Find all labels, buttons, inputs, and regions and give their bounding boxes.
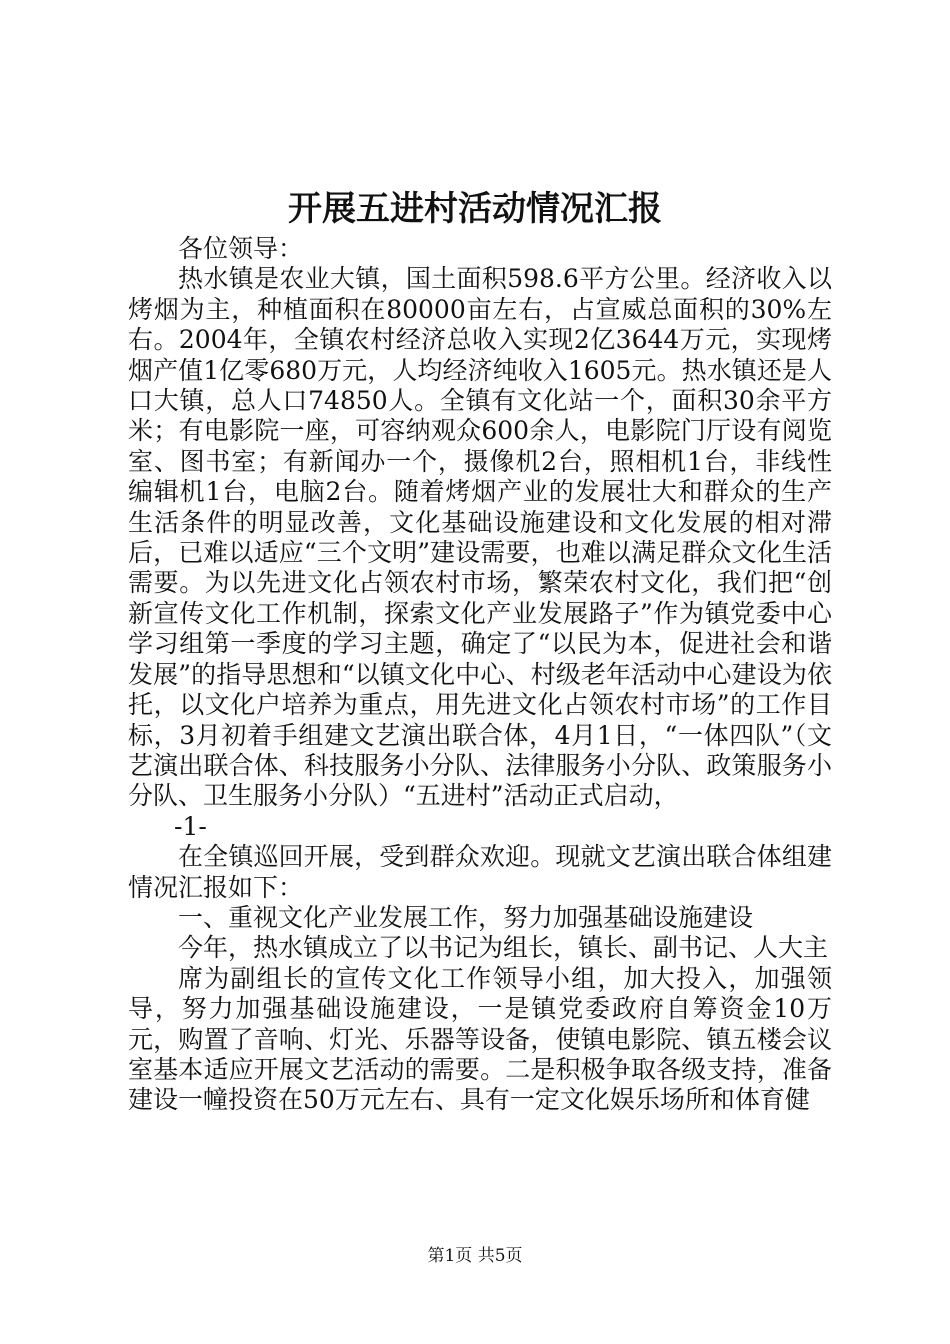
document-title: 开展五进村活动情况汇报 (288, 189, 662, 229)
section-heading: 一、重视文化产业发展工作，努力加强基础设施建设 (178, 902, 754, 932)
paragraph: 热水镇是农业大镇，国土面积598.6平方公里。经济收入以烤烟为主，种植面积在80000亩左右，占宣威总面积的30%左右。2004年，全镇农村经济总收入实现2亿3644万元，实现烤烟产值1亿零680万元，人均经济纯收入1605元。热水镇还是人口大镇，总人口74850人。全镇有文化站一个，面积30余平方米；有电影院一座，可容纳观众600余人，电影院门厅设有阅览室、图书室；有新闻办一个，摄像机2台，照相机1台，非线性编辑机1台，电脑2台。随着烤烟产业的发展壮大和群众的生产生活条件的明显改善，文化基础设施建设和文化发展的相对滞后，已难以适应“三个文明”建设需要，也难以满足群众文化生活需要。为以先进文化占领农村市场，繁荣农村文化，我们把“创新宣传文化工作机制，探索文化产业发展路子”作为镇党委中心学习组第一季度的学习主题，确定了“以民为本，促进社会和谐发展”的指导思想和“以镇文化中心、村级老年活动中心建设为依托，以文化户培养为重点，用先进文化占领农村市场”的工作目标，3月初着手组建文艺演出联合体，4月1日，“一体四队”（文艺演出联合体、科技服务小分队、法律服务小分队、政策服务小分队、卫生服务小分队）“五进村”活动正式启动， (128, 264, 832, 811)
salutation: 各位领导： (178, 234, 304, 263)
paragraph: 席为副组长的宣传文化工作领导小组，加大投入，加强领导，努力加强基础设施建设，一是镇党委政府自筹资金10万元，购置了音响、灯光、乐器等设备，使镇电影院、镇五楼会议室基本适应开展文艺活动的需要。二是积极争取各级支持，准备建设一幢投资在50万元左右、具有一定文化娱乐场所和体育健 (128, 963, 832, 1115)
document-body (128, 234, 832, 1116)
paragraph: 今年，热水镇成立了以书记为组长，镇长、副书记、人大主 (178, 933, 829, 963)
paragraph: 在全镇巡回开展，受到群众欢迎。现就文艺演出联合体组建情况汇报如下： (128, 842, 832, 902)
page-footer: 第1页 共5页 (427, 1246, 523, 1266)
inline-page-number: -1- (174, 811, 207, 841)
